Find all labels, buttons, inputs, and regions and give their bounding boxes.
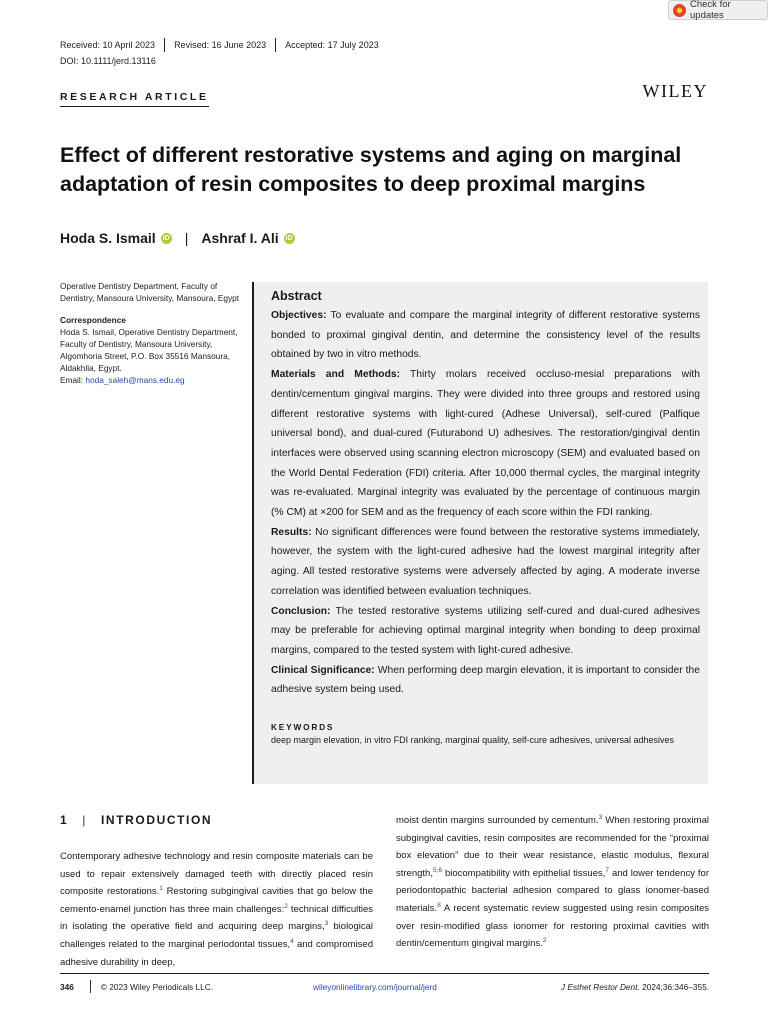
- keywords-heading: KEYWORDS: [271, 722, 335, 733]
- abstract-section-text: When performing deep margin elevation, it is important to consider the adhesive system being used.: [271, 664, 700, 696]
- section-heading-introduction: [60, 813, 212, 827]
- abstract-section-label: Clinical Significance:: [271, 664, 375, 676]
- page-footer: [60, 980, 709, 993]
- author-separator: |: [184, 230, 189, 246]
- citation-ref-link[interactable]: 8: [437, 901, 441, 909]
- author-name[interactable]: Hoda S. Ismail: [60, 230, 156, 246]
- copyright: © 2023 Wiley Periodicals LLC.: [100, 981, 214, 992]
- citation-ref-link[interactable]: 1: [159, 885, 163, 893]
- body-column-left: [60, 848, 373, 971]
- citation-details: 2024;36:346–355.: [639, 981, 709, 992]
- author-name[interactable]: Ashraf I. Ali: [201, 230, 279, 246]
- body-text: and lower tendency for periodontopathic bacterial adhesion compared to glass ionomer-based materials.: [396, 867, 709, 914]
- body-text: Restoring subgingival cavities that go below the cemento-enamel junction has three main challenges:: [60, 886, 373, 915]
- abstract-section-label: Objectives:: [271, 310, 327, 321]
- article-title: Effect of different restorative systems and aging on marginal adaptation of resin composites to deep proximal margins: [60, 143, 682, 196]
- citation-ref-link[interactable]: 3: [598, 813, 603, 821]
- journal-citation: [561, 982, 709, 992]
- abstract-body: [271, 306, 700, 700]
- correspondence-text: Hoda S. Ismail, Operative Dentistry Department, Faculty of Dentistry, Mansoura University, Algomhoria Street, P.O. Box 35516 Mansoura, Aldakhlia, Egypt.: [60, 327, 238, 373]
- abstract-section-text: To evaluate and compare the marginal integrity of different restorative systems bonded to proximal gingival dentin, and determine the consistency level of the results obtained by two in vitro methods.: [271, 310, 700, 361]
- abstract-heading: Abstract: [271, 289, 322, 303]
- body-text: When restoring proximal subgingival cavities, resin composites are recommended for the “proximal box elevation” due to their wear resistance, elastic modulus, flexural strength,: [396, 815, 709, 879]
- orcid-icon[interactable]: iD: [162, 234, 170, 242]
- citation-ref-link[interactable]: 5,6: [432, 866, 443, 874]
- body-text: A recent systematic review suggested using resin composites over resin-modified glass ionomer for restoring proximal cavities with dentin/cementum gingival margins.: [396, 902, 709, 950]
- citation-ref-link[interactable]: 2: [284, 902, 288, 910]
- accepted-date: Accepted: 17 July 2023: [275, 38, 388, 52]
- abstract-section-text: The tested restorative systems utilizing self-cured and dual-cured adhesives may be preferable for achieving optimal marginal integrity when bonding to deep proximal margins, compared to the tested system with light-cured adhesive.: [271, 605, 700, 656]
- abstract-results: [271, 523, 700, 602]
- journal-name: J Esthet Restor Dent.: [560, 981, 640, 992]
- publication-dates: [60, 38, 388, 52]
- section-number: 1: [60, 813, 69, 827]
- footer-separator: [90, 980, 91, 993]
- citation-ref-link[interactable]: 4: [290, 937, 294, 945]
- abstract-conclusion: [271, 602, 700, 661]
- publisher-logo: WILEY: [642, 81, 708, 101]
- abstract-box: [252, 282, 708, 784]
- citation-ref-link[interactable]: 2: [542, 937, 547, 944]
- article-type: RESEARCH ARTICLE: [60, 91, 209, 107]
- keywords-list: deep margin elevation, in vitro FDI ranking, marginal quality, self-cure adhesives, universal adhesives: [271, 735, 675, 746]
- citation-ref-link[interactable]: 7: [605, 866, 609, 874]
- abstract-clinical-significance: [271, 661, 700, 700]
- email-link[interactable]: hoda_saleh@mans.edu.eg: [85, 375, 185, 385]
- footer-divider: [60, 973, 709, 974]
- abstract-section-text: No significant differences were found between the restorative systems immediately, however, the system with the light-cured adhesive had the lowest marginal integrity after aging. All tested restorative systems were adversely affected by aging. A moderate inverse correlation was identified between evaluation techniques.: [271, 526, 700, 597]
- body-text: Contemporary adhesive technology and resin composite materials can be used to repair extensively damaged teeth with directly placed resin composite restorations.: [60, 851, 373, 898]
- abstract-section-label: Conclusion:: [271, 605, 331, 617]
- body-text: moist dentin margins surrounded by cementum.: [396, 815, 599, 826]
- abstract-section-label: Materials and Methods:: [271, 369, 401, 381]
- email-label: Email:: [60, 375, 86, 385]
- email-line: [60, 374, 240, 386]
- abstract-objectives: [271, 306, 700, 365]
- section-separator: |: [82, 813, 87, 827]
- section-title: INTRODUCTION: [101, 813, 213, 827]
- abstract-section-label: Results:: [271, 526, 312, 538]
- affiliation-block: [60, 280, 240, 386]
- orcid-icon[interactable]: iD: [285, 234, 293, 242]
- doi: DOI: 10.1111/jerd.13116: [60, 56, 156, 66]
- journal-url-link[interactable]: wileyonlinelibrary.com/journal/jerd: [313, 981, 437, 992]
- check-for-updates-label: Check for updates: [690, 0, 731, 21]
- body-text: biocompatibility with epithelial tissues,: [442, 867, 606, 879]
- abstract-methods: [271, 365, 700, 523]
- abstract-section-text: Thirty molars received occluso-mesial preparations with dentin/cementum gingival margins. They were divided into three groups and restored using different restorative systems with light-cured (Adhese Universal), self-cured (Palfique universal bond), and dual-cured (Futurabond U) adhesives. The restoration/gingival dentin interfaces were observed using scanning electron microscopy (SEM) and evaluated based on the World Dental Federation (FDI) criteria. After 10,000 thermal cycles, the marginal integrity was re-evaluated. Marginal integrity was evaluated by the percentage of continuous margin (% CM) at ×200 for SEM and as the frequency of each score within the FDI ranking.: [271, 369, 700, 519]
- body-column-right: [396, 812, 709, 953]
- revised-date: Revised: 16 June 2023: [164, 38, 275, 52]
- body-text: and compromised adhesive durability in deep,: [60, 938, 373, 968]
- body-text: biological challenges related to the marginal periodontal tissues,: [60, 921, 373, 950]
- crossmark-icon: [673, 4, 686, 17]
- affiliation-text: Operative Dentistry Department, Faculty of Dentistry, Mansoura University, Mansoura, Egypt: [60, 281, 240, 303]
- citation-ref-link[interactable]: 3: [324, 920, 329, 928]
- check-for-updates-button[interactable]: [668, 0, 768, 20]
- author-list: [60, 230, 295, 246]
- received-date: Received: 10 April 2023: [60, 40, 156, 50]
- body-text: technical difficulties in isolating the operative field and acquiring deep margins,: [60, 903, 373, 933]
- page-number: 346: [60, 981, 74, 992]
- correspondence-label: Correspondence: [60, 315, 126, 325]
